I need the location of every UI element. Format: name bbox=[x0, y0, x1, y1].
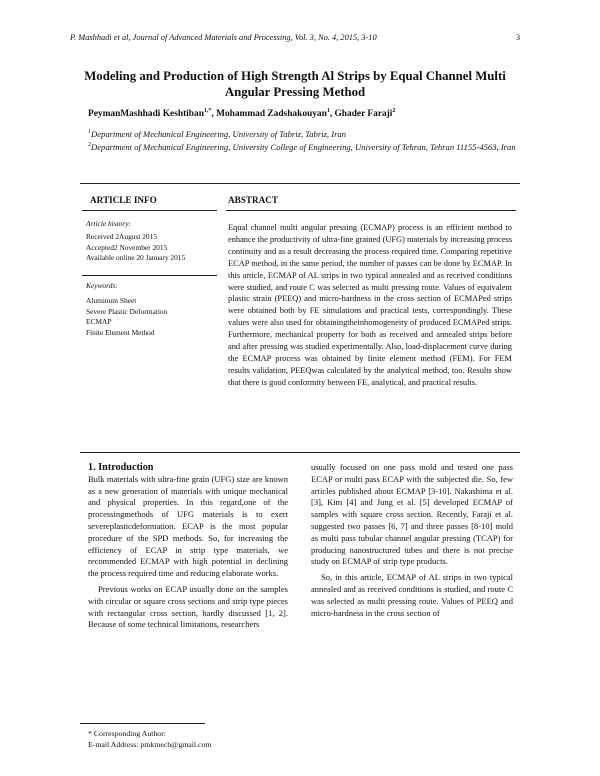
intro-heading: 1. Introduction bbox=[88, 462, 154, 473]
running-header bbox=[70, 33, 520, 42]
author-1-sup: 1,* bbox=[203, 108, 212, 114]
affiliation-2-sup: 2 bbox=[88, 142, 91, 148]
keyword-item: Severe Plastic Deformation bbox=[86, 306, 168, 316]
author-2-sup: 1 bbox=[326, 108, 330, 114]
intro-paragraph-4: So, in this article, ECMAP of AL strips in two typical annealed and as received conditions is studied, and route C was selected as multi pressing route. Values of PEEQ and micro-hardness in the cross section of bbox=[311, 572, 513, 618]
intro-paragraph-1: Bulk materials with ultra-fine grain (UFG) size are known as a new generation of materials with unique mechanical and physical properties. In this regard,one of the processingmethods of UFG materials is to exert severeplasticdeformation. ECAP is the most popular procedure of the SPD methods. So, for increasing the efficiency of ECAP in strip type materials, we recommended ECMAP with high potential in declining the process required time and reducing elaborate works. bbox=[88, 473, 288, 579]
paper-title: Modeling and Production of High Strength Al Strips by Equal Channel Multi Angular Pressing Method bbox=[84, 69, 506, 99]
footnote bbox=[88, 728, 211, 750]
intro-paragraph-3: usually focused on one pass mold and tested one pass ECAP or multi pass ECAP with the subjected die. So, few articles published about ECMAP [3-10]. Nakashima et al. [3], Kim [4] and Jung et al. [5] developed ECMAP of samples with square cross section. Recently, Faraji et al. suggested two passes [6, 7] and three passes [8-10] mold as multi pass tubular channel angular pressing (TCAP) for producing nanostructured tubes and there is not precise study on ECMAP of strip type products. bbox=[311, 462, 513, 567]
keywords-block bbox=[86, 281, 234, 338]
affiliation-2-text: Department of Mechanical Engineering, University College of Engineering, University of Tehran, Tehran 11155-4563, Iran bbox=[91, 141, 516, 152]
history-online: Available online 20 January 2015 bbox=[86, 253, 186, 263]
running-title: P. Mashhadi et al, Journal of Advanced Materials and Processing, Vol. 3, No. 4, 2015, 3-10 bbox=[70, 33, 377, 42]
author-sep-1: , bbox=[211, 109, 217, 120]
history-accepted: Accepted2 November 2015 bbox=[86, 242, 168, 252]
author-list bbox=[88, 108, 528, 119]
intro-right-column bbox=[311, 462, 513, 619]
corresponding-email: E-mail Address: pmkmech@gmail.com bbox=[88, 740, 212, 749]
author-3: Ghader Faraji bbox=[334, 109, 393, 120]
author-3-sup: 2 bbox=[392, 108, 396, 114]
article-history bbox=[86, 219, 234, 264]
top-divider bbox=[80, 183, 520, 184]
abstract-bottom-divider bbox=[80, 452, 520, 453]
intro-left-column bbox=[88, 462, 288, 631]
page-number: 3 bbox=[515, 33, 520, 42]
author-1: PeymanMashhadi Keshtiban bbox=[88, 109, 204, 120]
abstract-rule bbox=[226, 210, 516, 211]
keyword-item: ECMAP bbox=[86, 317, 112, 327]
history-label: Article history: bbox=[86, 219, 131, 228]
abstract-heading: ABSTRACT bbox=[228, 195, 279, 205]
author-sep-2: , bbox=[329, 109, 335, 120]
history-received: Received 2August 2015 bbox=[86, 232, 158, 242]
author-2: Mohammad Zadshakouyan bbox=[216, 109, 327, 120]
keyword-item: Finite Element Method bbox=[86, 327, 155, 337]
keywords-rule bbox=[82, 275, 217, 276]
affiliation-1-sup: 1 bbox=[88, 129, 91, 135]
article-info-rule bbox=[82, 210, 217, 211]
keyword-item: Aluminum Sheet bbox=[86, 296, 137, 306]
intro-paragraph-2: Previous works on ECAP usually done on the samples with circular or square cross sections and strip type pieces with rectangular cross section, hardly discussed [1, 2]. Because of some technical limitations, researchers bbox=[88, 583, 288, 630]
affiliation-1-text: Department of Mechanical Engineering, University of Tabriz, Tabriz, Iran bbox=[91, 128, 347, 139]
footnote-rule bbox=[80, 723, 205, 724]
corresponding-author: * Corresponding Author: bbox=[88, 729, 166, 738]
abstract-text: Equal channel multi angular pressing (ECMAP) process is an efficient method to enhance the productivity of ultra-fine grained (UFG) materials by increasing process continuity and as a result decreasing the process required time. Comparing repetitive ECAP method, in the same period, the number of passes can be done by ECMAP. In this article, ECMAP of AL strips in two typical annealed and as received conditions were studied, and route C was selected as multi pressing route. Values of equivalent plastic strain (PEEQ) and micro-hardness in the cross section of ECMAPed strips were obtained both by FE simulations and practical tests, correspondingly. These values were also used for obtainingtheinhomogeneity of produced ECMAPed strips. Furthermore, mechanical property for both as received and annealed strips before and after pressing was studied experimentally. Also, load-displacement curve during the ECMAP process was obtained by finite element method (FEM). For FEM results validation, PEEQwas calculated by the analytical method, too. Results show that there is good conformity between FE, analytical, and practical results. bbox=[228, 223, 512, 387]
keywords-label: Keywords: bbox=[86, 281, 118, 290]
article-info-heading: ARTICLE INFO bbox=[90, 195, 157, 205]
affiliation-2 bbox=[88, 139, 528, 153]
